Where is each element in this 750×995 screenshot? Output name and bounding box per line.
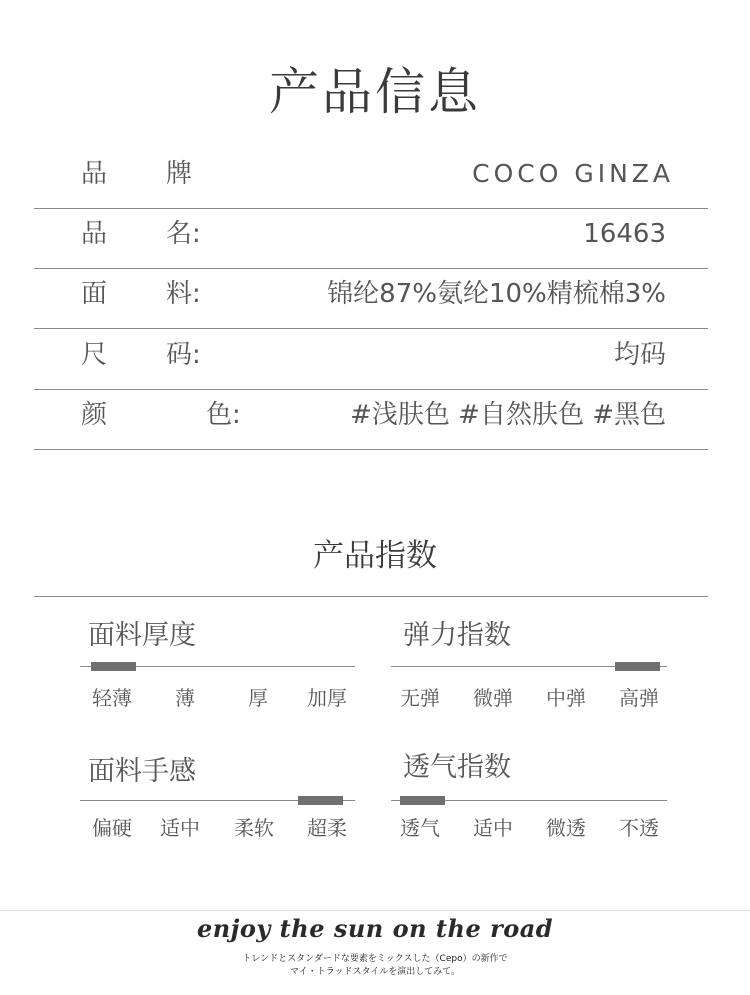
index-option: 适中 [160,816,200,840]
index-option: 微弹 [473,686,513,710]
indices-title: 产品指数 [313,538,437,574]
index-marker [298,796,343,805]
index-option: 厚 [248,686,268,710]
page-title: 产品信息 [269,63,481,121]
index-marker [615,662,660,671]
index-option: 轻薄 [92,686,132,710]
index-title-elasticity: 弹力指数 [403,620,511,651]
index-title-thickness: 面料厚度 [88,620,196,651]
index-option: 中弹 [546,686,586,710]
index-option: 不透 [619,816,659,840]
section-divider [34,596,708,597]
index-option: 适中 [473,816,513,840]
brand-value: COCO GINZA [472,159,674,188]
color-value: #浅肤色 #自然肤色 #黑色 [350,400,666,430]
info-label: 颜 [81,400,108,430]
footer-divider [0,910,750,911]
index-option: 薄 [175,686,195,710]
index-option: 超柔 [307,816,347,840]
info-label: 品 [81,219,108,249]
index-option: 偏硬 [92,816,132,840]
info-row-color [34,390,708,450]
info-label: 面 [81,279,108,309]
size-value: 均码 [613,340,666,370]
info-label: 料: [166,279,201,309]
info-row-size [34,330,708,390]
brand-slogan: enjoy the sun on the road [196,914,554,943]
index-marker [91,662,136,671]
index-title-breathability: 透气指数 [403,752,511,783]
footer-tagline: マイ・トラッドスタイルを演出してみて。 [289,967,461,977]
info-label: 牌 [166,159,193,189]
row-divider [34,328,708,329]
info-label: 码: [166,340,201,370]
info-row-name [34,209,708,269]
index-option: 透气 [400,816,440,840]
index-option: 微透 [546,816,586,840]
info-label: 名: [166,219,201,249]
footer-tagline: トレンドとスタンダードな要素をミックスした（Cepo）の新作で [242,954,508,964]
index-marker [400,796,445,805]
index-option: 加厚 [307,686,347,710]
info-label: 色: [206,400,241,430]
material-value: 锦纶87%氨纶10%精梳棉3% [327,279,666,309]
info-row-material [34,269,708,329]
info-row-brand [34,149,708,209]
index-title-hand-feel: 面料手感 [88,756,196,787]
product-name-value: 16463 [583,219,666,249]
index-option: 无弹 [400,686,440,710]
index-option: 柔软 [234,816,274,840]
info-label: 尺 [81,340,108,370]
index-option: 高弹 [619,686,659,710]
info-label: 品 [81,159,108,189]
row-divider [34,449,708,450]
